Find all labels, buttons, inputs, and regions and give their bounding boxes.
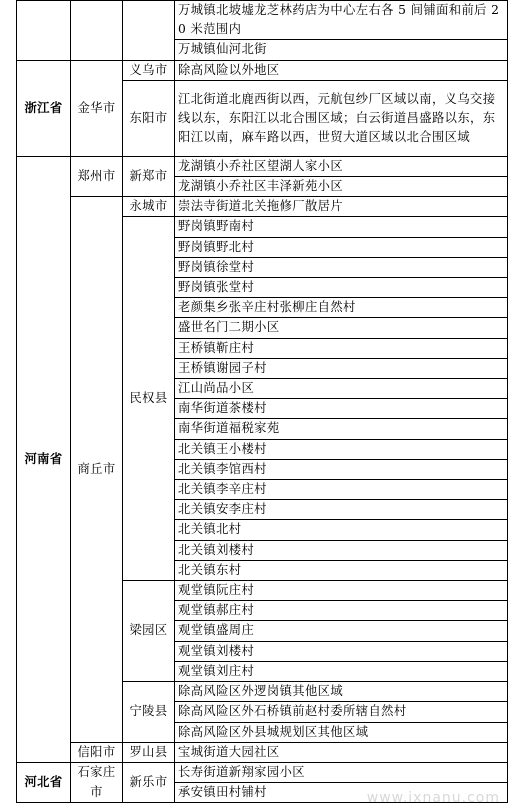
prev-city-cell — [71, 1, 123, 61]
area-cell: 北关镇刘楼村 — [175, 540, 508, 560]
area-cell: 宝城街道大园社区 — [175, 742, 508, 762]
province-cell: 河北省 — [17, 762, 71, 802]
area-cell: 老颜集乡张辛庄村张柳庄自然村 — [175, 298, 508, 318]
area-cell: 长寿街道新翔家园小区 — [175, 762, 508, 782]
county-cell: 宁陵县 — [123, 682, 175, 743]
area-cell: 北关镇李馆西村 — [175, 459, 508, 479]
area-cell: 除高风险以外地区 — [175, 60, 508, 80]
county-cell: 新乐市 — [123, 762, 175, 802]
area-cell: 龙湖镇小乔社区丰泽新苑小区 — [175, 177, 508, 197]
watermark: www.ixnanu.com — [366, 790, 500, 806]
area-cell: 野岗镇野北村 — [175, 237, 508, 257]
area-cell: 观堂镇刘楼村 — [175, 641, 508, 661]
area-cell: 除高风险区外县城规划区其他区域 — [175, 722, 508, 742]
city-cell: 金华市 — [71, 60, 123, 156]
prev-province-cell — [17, 1, 71, 61]
area-cell: 万城镇仙河北街 — [175, 40, 508, 60]
county-cell: 义乌市 — [123, 60, 175, 80]
county-cell: 新郑市 — [123, 156, 175, 196]
area-cell: 观堂镇郝庄村 — [175, 601, 508, 621]
county-cell: 永城市 — [123, 197, 175, 217]
area-cell: 观堂镇阮庄村 — [175, 581, 508, 601]
area-cell: 野岗镇张堂村 — [175, 278, 508, 298]
area-cell: 北关镇安李庄村 — [175, 500, 508, 520]
area-cell: 野岗镇徐堂村 — [175, 257, 508, 277]
county-cell: 梁园区 — [123, 581, 175, 682]
area-cell: 王桥镇谢园子村 — [175, 358, 508, 378]
area-cell: 崇法寺街道北关拖修厂散居片 — [175, 197, 508, 217]
area-cell: 野岗镇野南村 — [175, 217, 508, 237]
prev-county-cell — [123, 1, 175, 61]
area-cell: 万城镇北坡墟龙芝林药店为中心左右各 5 间铺面和前后 20 米范围内 — [175, 1, 508, 40]
area-cell: 龙湖镇小乔社区望湖人家小区 — [175, 156, 508, 176]
city-cell: 石家庄市 — [71, 762, 123, 802]
area-cell: 江山尚品小区 — [175, 379, 508, 399]
area-cell: 北关镇北村 — [175, 520, 508, 540]
area-cell: 观堂镇刘庄村 — [175, 661, 508, 681]
county-cell: 罗山县 — [123, 742, 175, 762]
area-cell: 南华街道茶楼村 — [175, 399, 508, 419]
city-cell: 郑州市 — [71, 156, 123, 196]
area-cell: 王桥镇靳庄村 — [175, 338, 508, 358]
area-cell: 北关镇王小楼村 — [175, 439, 508, 459]
city-cell: 商丘市 — [71, 197, 123, 742]
province-cell: 浙江省 — [17, 60, 71, 156]
area-cell: 承安镇田村铺村 — [175, 783, 508, 803]
area-cell: 北关镇东村 — [175, 560, 508, 580]
area-cell: 北关镇李辛庄村 — [175, 480, 508, 500]
county-cell: 东阳市 — [123, 80, 175, 156]
city-cell: 信阳市 — [71, 742, 123, 762]
area-cell: 观堂镇盛周庄 — [175, 621, 508, 641]
area-cell: 除高风险区外石桥镇前赵村委所辖自然村 — [175, 702, 508, 722]
area-cell: 盛世名门二期小区 — [175, 318, 508, 338]
area-cell: 除高风险区外逻岗镇其他区域 — [175, 682, 508, 702]
province-cell: 河南省 — [17, 156, 71, 762]
risk-area-table — [16, 0, 508, 803]
area-cell: 江北街道北鹿西街以西，元航包纱厂区域以南，义乌交接线以东，东阳江以北合围区域；白云街道昌盛路以东，东阳江以南，麻车路以西，世贸大道区域以北合围区域 — [175, 80, 508, 156]
area-cell: 南华街道福税家苑 — [175, 419, 508, 439]
county-cell: 民权县 — [123, 217, 175, 581]
